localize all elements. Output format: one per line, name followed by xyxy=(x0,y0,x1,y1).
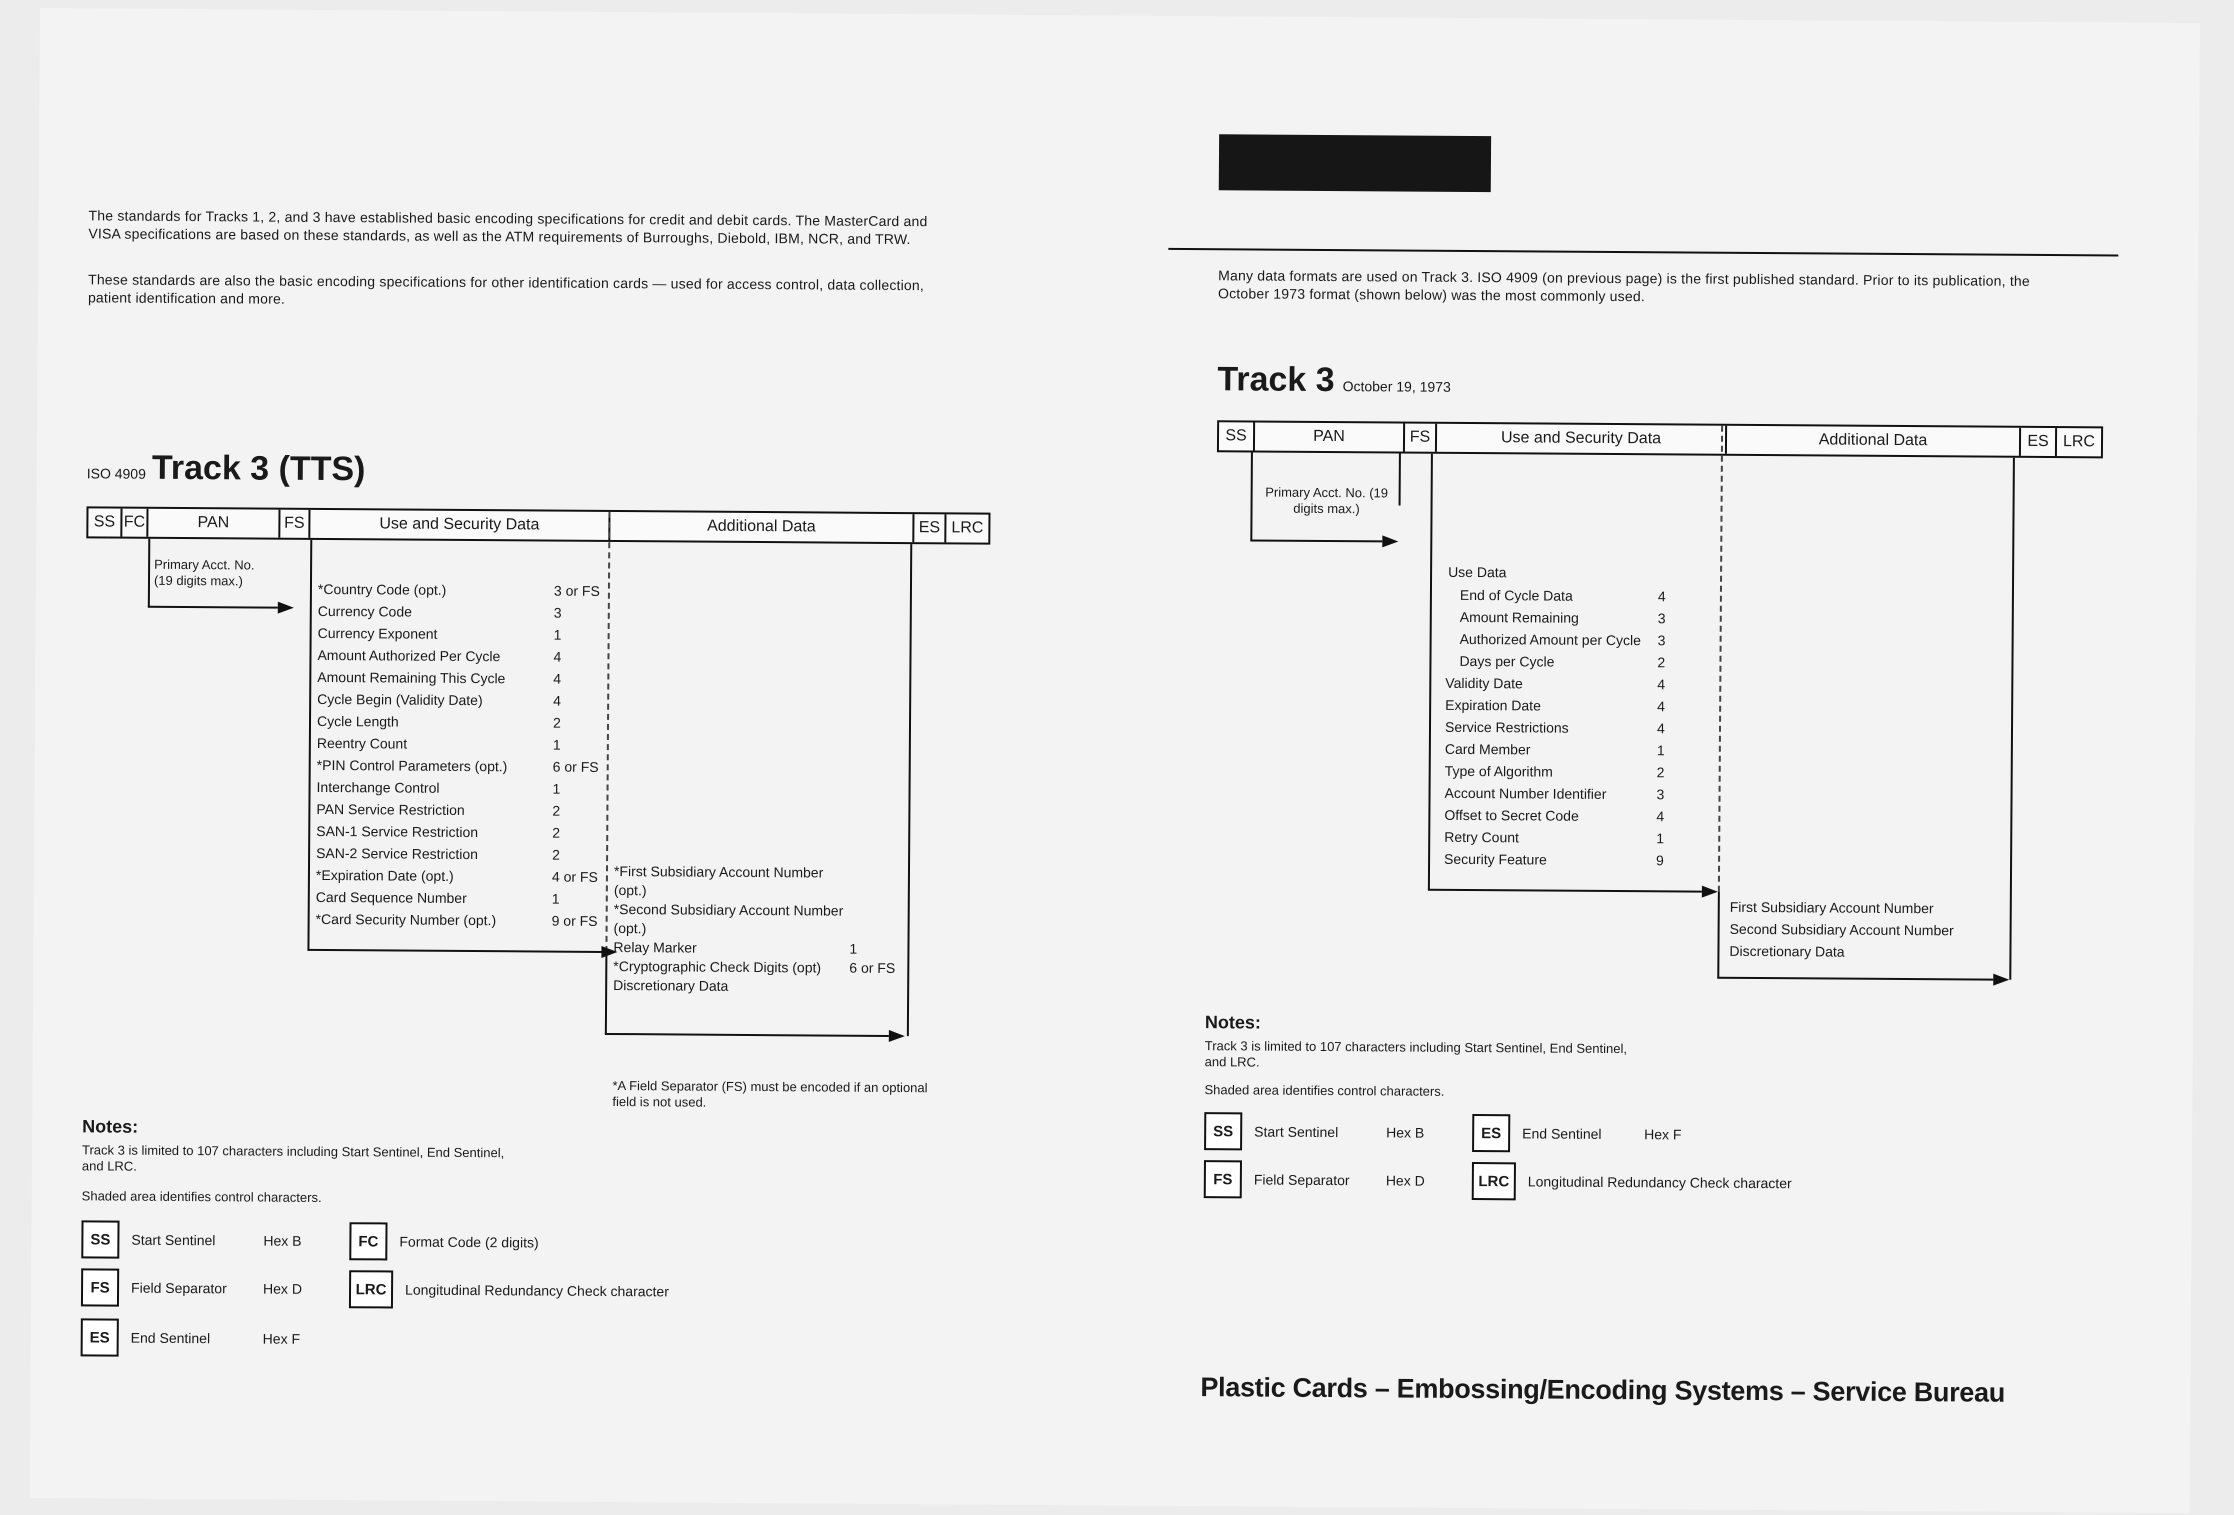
field-length: 2 xyxy=(552,802,561,819)
field-name: *Card Security Number (opt.) xyxy=(315,910,497,929)
field-length: 3 xyxy=(553,604,562,621)
field-row xyxy=(317,666,607,690)
right-add-line xyxy=(1717,892,1720,978)
field-name: Amount Remaining This Cycle xyxy=(317,668,506,687)
right-add-arrow xyxy=(1993,974,2009,986)
field-name: *Second Subsidiary Account Number (opt.) xyxy=(613,901,844,937)
field-length: 3 xyxy=(1657,632,1666,649)
field-name: Currency Code xyxy=(317,602,413,620)
field-name: Offset to Secret Code xyxy=(1444,806,1579,824)
right-use-bottom-line xyxy=(1428,889,1702,893)
left-add-right-line xyxy=(907,544,912,1036)
field-length: 1 xyxy=(551,890,560,907)
legend-code-box: FC xyxy=(349,1222,387,1260)
field-name: Currency Exponent xyxy=(317,624,438,642)
right-notes-p2: Shaded area identifies control characters. xyxy=(1204,1082,1445,1099)
field-length: 1 xyxy=(1656,742,1665,759)
field-name: Second Subsidiary Account Number xyxy=(1729,920,1954,939)
field-length: 6 or FS xyxy=(849,959,896,976)
left-use-line xyxy=(307,540,312,950)
field-length: 1 xyxy=(553,626,562,643)
field-length: 4 xyxy=(553,670,562,687)
left-footnote: *A Field Separator (FS) must be encoded if an optional field is not used. xyxy=(612,1078,928,1110)
right-pan-line xyxy=(1250,452,1253,540)
field-name: End of Cycle Data xyxy=(1459,586,1573,604)
field-row xyxy=(316,908,606,932)
field-row xyxy=(1444,848,1710,872)
right-legend-es xyxy=(1472,1114,1682,1153)
right-pan-arrow xyxy=(1382,535,1398,547)
legend-code-box: LRC xyxy=(349,1270,393,1308)
field-row xyxy=(317,754,607,778)
field-name: SAN-2 Service Restriction xyxy=(316,844,478,863)
left-title-prefix: ISO 4909 xyxy=(86,465,146,482)
right-header-rule xyxy=(1168,248,2118,257)
field-row xyxy=(613,976,903,997)
field-row xyxy=(316,886,606,910)
field-name: Service Restrictions xyxy=(1444,718,1569,736)
left-hdr-lrc: LRC xyxy=(951,519,984,537)
field-row xyxy=(614,862,904,902)
legend-hex: Hex B xyxy=(263,1232,302,1249)
field-name: Days per Cycle xyxy=(1459,652,1555,670)
legend-code-box: LRC xyxy=(1472,1162,1516,1200)
field-length: 4 xyxy=(1657,698,1666,715)
field-row xyxy=(1445,760,1711,784)
field-name: *Cryptographic Check Digits (opt) xyxy=(613,958,822,976)
right-legend-fs xyxy=(1204,1160,1425,1200)
right-use-arrow xyxy=(1702,886,1718,898)
right-title-sub: October 19, 1973 xyxy=(1342,378,1451,395)
field-name: Amount Remaining xyxy=(1459,608,1579,626)
field-name: Amount Authorized Per Cycle xyxy=(317,646,501,665)
field-length: 4 xyxy=(1656,808,1665,825)
field-length: 2 xyxy=(1656,764,1665,781)
right-hdr-use: Use and Security Data xyxy=(1437,424,1727,454)
field-name: Retry Count xyxy=(1444,828,1520,846)
left-add-arrow xyxy=(889,1030,905,1042)
field-row xyxy=(614,900,904,940)
field-length: 4 xyxy=(553,692,562,709)
field-name: Authorized Amount per Cycle xyxy=(1459,630,1642,649)
field-name: *Country Code (opt.) xyxy=(317,580,447,598)
left-pan-bottom-line xyxy=(148,606,278,609)
right-use-line xyxy=(1428,454,1433,890)
field-length: 4 xyxy=(1656,720,1665,737)
field-row xyxy=(1445,672,1711,696)
right-use-field-list xyxy=(1444,584,1712,872)
field-name: Discretionary Data xyxy=(1729,942,1845,960)
legend-code-box: FS xyxy=(81,1268,119,1306)
left-legend-fs xyxy=(81,1268,302,1308)
right-title xyxy=(1217,360,1451,401)
field-name: Cycle Begin (Validity Date) xyxy=(317,690,483,709)
field-row xyxy=(316,798,606,822)
right-legend-lrc xyxy=(1472,1162,1792,1202)
field-row xyxy=(317,710,607,734)
field-name: SAN-1 Service Restriction xyxy=(316,822,479,841)
legend-code-box: FS xyxy=(1204,1160,1242,1198)
field-length: 3 or FS xyxy=(553,582,600,599)
field-length: 1 xyxy=(849,940,858,957)
field-name: Expiration Date xyxy=(1445,696,1541,714)
legend-hex: Hex F xyxy=(1644,1126,1682,1143)
field-name: Account Number Identifier xyxy=(1444,784,1607,802)
right-track-header xyxy=(1217,420,2103,458)
field-length xyxy=(850,864,904,902)
field-length: 4 or FS xyxy=(551,868,598,885)
field-length: 4 xyxy=(1657,676,1666,693)
field-length: 2 xyxy=(552,846,560,863)
field-row xyxy=(1444,804,1710,828)
left-hdr-fs: FS xyxy=(280,510,310,538)
legend-label: Longitudinal Redundancy Check character xyxy=(1527,1173,1792,1192)
field-row xyxy=(316,864,606,888)
legend-code-box: ES xyxy=(1472,1114,1510,1152)
redacted-block xyxy=(1219,134,1491,192)
left-pan-arrow xyxy=(278,602,294,614)
field-name: Relay Marker xyxy=(613,939,697,956)
field-name: *Expiration Date (opt.) xyxy=(315,866,454,884)
left-notes-p2: Shaded area identifies control characters. xyxy=(81,1188,322,1205)
right-add-field-list xyxy=(1729,896,2009,964)
field-length: 6 or FS xyxy=(552,758,599,775)
field-name: Reentry Count xyxy=(316,734,408,752)
right-hdr-fs: FS xyxy=(1405,424,1437,452)
field-row xyxy=(613,957,903,978)
field-row xyxy=(1444,782,1710,806)
field-length: 1 xyxy=(552,780,561,797)
field-length: 9 xyxy=(1656,852,1664,869)
field-length: 9 or FS xyxy=(551,912,598,929)
right-hdr-lrc: LRC xyxy=(2062,433,2096,451)
field-name: Validity Date xyxy=(1445,674,1523,692)
field-name: Card Member xyxy=(1444,740,1531,758)
legend-code-box: SS xyxy=(81,1220,119,1258)
right-pan-note: Primary Acct. No. (19 digits max.) xyxy=(1265,484,1389,517)
legend-label: Field Separator xyxy=(1253,1171,1350,1189)
field-name: Discretionary Data xyxy=(613,977,729,994)
field-length: 3 xyxy=(1657,610,1666,627)
right-hdr-es: ES xyxy=(2021,428,2057,456)
left-use-bottom-line xyxy=(307,949,603,953)
left-notes-title: Notes: xyxy=(82,1116,139,1137)
right-hdr-ss: SS xyxy=(1219,422,1255,450)
field-row xyxy=(1445,650,1711,674)
right-use-dash xyxy=(1718,426,1723,892)
left-pan-note: Primary Acct. No. (19 digits max.) xyxy=(153,556,255,589)
left-track-header xyxy=(86,506,990,544)
field-row xyxy=(316,842,606,866)
field-length: 4 xyxy=(553,648,562,665)
field-length: 2 xyxy=(1657,654,1666,671)
field-length: 3 xyxy=(1656,786,1665,803)
field-name: Interchange Control xyxy=(316,778,440,796)
legend-hex: Hex D xyxy=(263,1280,303,1297)
field-row xyxy=(1444,826,1710,850)
left-hdr-ss: SS xyxy=(88,508,122,536)
legend-code-box: ES xyxy=(81,1318,119,1356)
left-legend-lrc xyxy=(349,1270,669,1310)
field-length: 2 xyxy=(552,714,561,731)
legend-label: End Sentinel xyxy=(1522,1125,1602,1142)
field-name: Card Sequence Number xyxy=(315,888,467,907)
right-hdr-add: Additional Data xyxy=(1727,426,2021,456)
footer-brand: Plastic Cards – Embossing/Encoding Systems – Service Bureau xyxy=(1200,1372,2006,1408)
field-name: Cycle Length xyxy=(316,712,399,730)
field-row xyxy=(318,578,608,602)
legend-label: End Sentinel xyxy=(130,1329,211,1347)
field-row xyxy=(317,732,607,756)
field-length xyxy=(850,902,904,940)
right-use-heading: Use Data xyxy=(1448,563,1507,581)
legend-label: Start Sentinel xyxy=(131,1231,216,1249)
left-hdr-pan: PAN xyxy=(148,509,280,538)
left-notes-p1: Track 3 is limited to 107 characters including Start Sentinel, End Sentinel, and LRC. xyxy=(81,1142,505,1174)
legend-hex: Hex B xyxy=(1386,1124,1425,1141)
legend-label: Format Code (2 digits) xyxy=(399,1233,539,1251)
left-pan-line xyxy=(148,539,150,607)
field-length: 1 xyxy=(1656,830,1665,847)
legend-label: Longitudinal Redundancy Check character xyxy=(405,1281,669,1300)
field-name: *First Subsidiary Account Number (opt.) xyxy=(613,863,824,899)
left-use-field-list xyxy=(316,578,608,932)
right-intro: Many data formats are used on Track 3. ISO 4909 (on previous page) is the first published standard. Prior to its publication, the October 1973 format (shown below) was the most commonly used. xyxy=(1217,267,2030,305)
right-notes-title: Notes: xyxy=(1204,1012,1262,1033)
legend-hex: Hex D xyxy=(1385,1172,1425,1189)
field-row xyxy=(1445,716,1711,740)
left-intro-paragraph-1: The standards for Tracks 1, 2, and 3 have established basic encoding specifications for credit and debit cards. The MasterCard and VISA specifications are based on these standards, as well as the ATM requirements of Burroughs, Diebold, IBM, NCR, and TRW. xyxy=(88,207,928,248)
field-row xyxy=(1446,606,1712,630)
left-add-bottom-line xyxy=(605,1033,889,1037)
right-hdr-pan: PAN xyxy=(1255,422,1405,451)
left-legend-fc xyxy=(349,1222,539,1261)
right-pan-right-line xyxy=(1399,453,1401,505)
left-intro-paragraph-2: These standards are also the basic encoding specifications for other identification cards — used for access control, data collection, patient identification and more. xyxy=(87,271,925,307)
field-row xyxy=(613,938,903,959)
field-name: PAN Service Restriction xyxy=(316,800,465,818)
field-name: First Subsidiary Account Number xyxy=(1729,898,1934,917)
field-row xyxy=(316,776,606,800)
legend-hex: Hex F xyxy=(262,1330,301,1347)
right-legend-ss xyxy=(1204,1112,1424,1152)
left-title xyxy=(87,448,366,489)
field-name: *PIN Control Parameters (opt.) xyxy=(316,756,508,775)
left-title-text: Track 3 (TTS) xyxy=(151,448,366,489)
right-title-text: Track 3 xyxy=(1217,360,1335,400)
right-pan-bottom-line xyxy=(1250,539,1382,542)
legend-label: Field Separator xyxy=(131,1279,227,1297)
left-hdr-add: Additional Data xyxy=(610,512,914,542)
field-row xyxy=(1446,584,1712,608)
field-name: Type of Algorithm xyxy=(1444,762,1553,780)
left-hdr-es: ES xyxy=(914,514,946,542)
left-add-line xyxy=(605,952,608,1034)
field-row xyxy=(318,600,608,624)
left-legend-es xyxy=(81,1318,301,1358)
field-name: Security Feature xyxy=(1444,850,1547,868)
field-length: 1 xyxy=(552,736,561,753)
right-add-bottom-line xyxy=(1717,977,1993,981)
field-row xyxy=(1445,738,1711,762)
left-add-field-list xyxy=(613,862,904,997)
left-hdr-use: Use and Security Data xyxy=(310,510,610,540)
legend-code-box: SS xyxy=(1204,1112,1242,1150)
field-length: 2 xyxy=(552,824,561,841)
field-row xyxy=(1445,694,1711,718)
field-length: 4 xyxy=(1657,588,1666,605)
field-row xyxy=(318,622,608,646)
field-row xyxy=(316,820,606,844)
legend-label: Start Sentinel xyxy=(1254,1123,1339,1141)
field-row xyxy=(1446,628,1712,652)
right-notes-p1: Track 3 is limited to 107 characters including Start Sentinel, End Sentinel, and LRC. xyxy=(1204,1038,1628,1070)
field-length xyxy=(849,978,903,997)
field-row xyxy=(317,644,607,668)
right-add-right-line xyxy=(2009,458,2015,980)
left-legend-ss xyxy=(81,1220,301,1260)
scanned-page xyxy=(30,8,2200,1513)
left-hdr-fc: FC xyxy=(122,509,148,537)
field-row xyxy=(317,688,607,712)
